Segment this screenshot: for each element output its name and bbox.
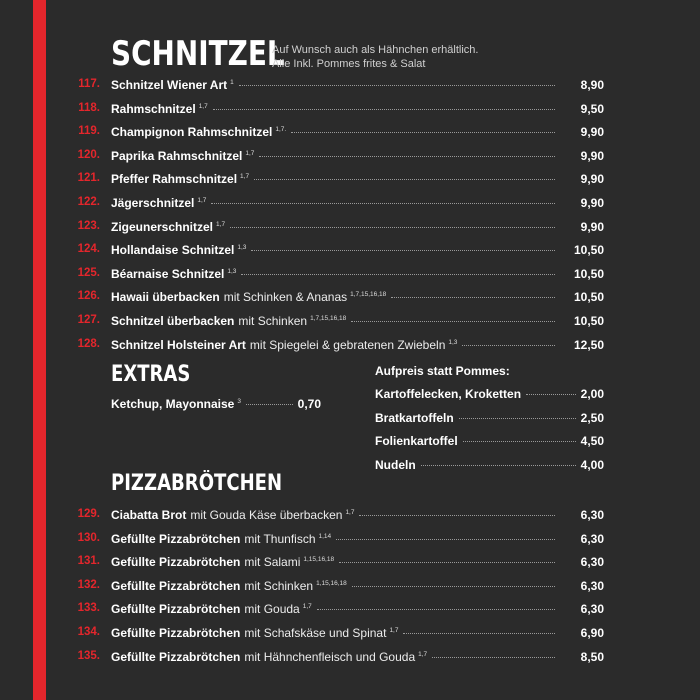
item-allergens: 1,14 (318, 532, 332, 540)
item-name: Schnitzel überbacken (111, 314, 235, 328)
menu-item-row (0, 626, 700, 644)
item-number: 124. (77, 243, 100, 256)
menu-item-row (0, 267, 700, 285)
item-description: mit Gouda (244, 602, 300, 617)
item-price: 6,30 (580, 555, 604, 570)
item-price: 6,30 (580, 531, 604, 546)
item-line (111, 602, 560, 616)
item-description: mit Gouda Käse überbacken (190, 508, 343, 522)
extras-item-allergens: 3 (237, 398, 241, 405)
item-price: 6,30 (580, 602, 604, 617)
item-allergens: 1,7 (245, 149, 255, 157)
item-line (111, 149, 560, 163)
item-name: Gefüllte Pizzabrötchen (111, 578, 241, 593)
item-allergens: 1,7 (302, 603, 312, 611)
item-name: Schnitzel Wiener Art (111, 78, 228, 92)
aufpreis-item-price: 2,00 (580, 387, 604, 401)
item-line (111, 78, 560, 92)
schnitzel-subtitle (272, 43, 478, 71)
item-line (111, 290, 560, 304)
extras-item-price: 0,70 (297, 397, 321, 411)
item-description: mit Thunfisch (244, 531, 316, 546)
menu-item-row (0, 579, 700, 597)
item-name: Hollandaise Schnitzel (111, 243, 235, 258)
item-name: Paprika Rahmschnitzel (111, 148, 243, 163)
dot-leader (463, 441, 576, 442)
menu-item-row (0, 290, 700, 308)
dot-leader (246, 404, 293, 405)
item-line (111, 650, 560, 664)
item-name: Zigeunerschnitzel (111, 219, 214, 234)
item-name: Gefüllte Pizzabrötchen (111, 649, 241, 664)
item-allergens: 1,7 (240, 173, 250, 181)
item-line (111, 267, 560, 281)
item-allergens: 1,7 (197, 197, 207, 204)
item-line (111, 626, 560, 640)
item-number: 126. (77, 290, 100, 303)
item-name: Béarnaise Schnitzel (111, 266, 225, 281)
dot-leader (432, 657, 555, 658)
menu-item-row (0, 125, 700, 143)
item-name: Rahmschnitzel (111, 101, 196, 116)
item-price: 10,50 (573, 266, 604, 281)
aufpreis-item-name: Bratkartoffeln (375, 410, 454, 425)
item-number: 120. (77, 148, 100, 161)
dot-leader (241, 274, 555, 275)
extras-item (111, 397, 321, 411)
item-line (111, 579, 560, 593)
item-price: 9,50 (580, 101, 604, 116)
item-number: 132. (77, 578, 100, 591)
item-price: 10,50 (573, 243, 604, 258)
aufpreis-item-price: 4,50 (580, 434, 604, 449)
item-allergens: 1,7 (198, 102, 208, 110)
menu-item-row (0, 78, 700, 96)
dot-leader (213, 109, 555, 110)
item-line (111, 508, 560, 522)
item-number: 135. (77, 649, 100, 662)
item-line (111, 532, 560, 546)
item-allergens: 1,7 (418, 650, 428, 658)
dot-leader (403, 633, 555, 634)
item-name: Gefüllte Pizzabrötchen (111, 555, 241, 570)
aufpreis-item (375, 458, 604, 472)
menu-item-row (0, 102, 700, 120)
item-allergens: 1,7,15,16,18 (310, 315, 347, 322)
item-description: mit Spiegelei & gebratenen Zwiebeln (249, 337, 446, 352)
item-description: mit Schafskäse und Spinat (244, 626, 387, 640)
item-description: mit Schinken & Ananas (223, 290, 348, 305)
dot-leader (462, 345, 555, 346)
item-number: 127. (77, 314, 100, 326)
menu-item-row (0, 602, 700, 620)
item-price: 9,90 (580, 125, 604, 140)
dot-leader (251, 250, 555, 251)
aufpreis-title: Aufpreis statt Pommes: (375, 364, 510, 378)
dot-leader (391, 297, 555, 298)
item-number: 129. (77, 508, 100, 520)
item-number: 122. (77, 196, 100, 208)
item-allergens: 1,7. (275, 126, 287, 134)
item-allergens: 1,7 (345, 509, 355, 516)
item-description: mit Hähnchenfleisch und Gouda (244, 649, 416, 664)
menu-item-row (0, 338, 700, 356)
item-name: Champignon Rahmschnitzel (111, 125, 273, 140)
item-number: 133. (77, 602, 100, 615)
item-number: 134. (77, 626, 100, 638)
item-line (111, 555, 560, 569)
menu-item-row (0, 650, 700, 668)
item-number: 117. (78, 78, 100, 90)
item-description: mit Schinken (238, 314, 308, 328)
item-price: 6,30 (580, 508, 604, 522)
item-price: 9,90 (580, 172, 604, 187)
item-name: Jägerschnitzel (111, 196, 195, 210)
aufpreis-item (375, 387, 604, 401)
dot-leader (230, 227, 555, 228)
item-name: Ciabatta Brot (111, 508, 187, 522)
aufpreis-item-price: 2,50 (580, 410, 604, 425)
menu-item-row (0, 196, 700, 214)
dot-leader (526, 394, 576, 395)
item-line (111, 314, 560, 328)
subtitle-line-2: Alle Inkl. Pommes frites & Salat (272, 58, 426, 70)
item-price: 8,90 (580, 78, 604, 92)
aufpreis-item-price: 4,00 (580, 457, 604, 472)
section-title-pizzabroetchen: PIZZABRÖTCHEN (111, 471, 283, 496)
aufpreis-item-name: Folienkartoffel (375, 434, 458, 449)
item-number: 123. (77, 219, 100, 232)
item-line (111, 196, 560, 210)
item-name: Gefüllte Pizzabrötchen (111, 626, 241, 640)
item-name: Gefüllte Pizzabrötchen (111, 602, 241, 617)
item-line (111, 243, 560, 257)
section-title-schnitzel: SCHNITZEL (111, 34, 285, 74)
aufpreis-item (375, 411, 604, 425)
item-line (111, 338, 560, 352)
extras-item-name: Ketchup, Mayonnaise (111, 397, 235, 411)
dot-leader (317, 609, 555, 610)
menu-item-row (0, 220, 700, 238)
item-price: 12,50 (573, 337, 604, 352)
dot-leader (211, 203, 555, 204)
menu-item-row (0, 555, 700, 573)
item-allergens: 1,3 (227, 267, 237, 275)
menu-item-row (0, 532, 700, 550)
menu-item-row (0, 314, 700, 332)
item-line (111, 220, 560, 234)
item-allergens: 1,7,15,16,18 (350, 291, 387, 299)
item-allergens: 1,7 (389, 627, 399, 634)
item-number: 119. (78, 125, 100, 138)
item-number: 130. (77, 531, 100, 544)
dot-leader (351, 321, 555, 322)
item-price: 6,90 (580, 626, 604, 640)
item-price: 10,50 (573, 290, 604, 305)
item-price: 9,90 (580, 196, 604, 210)
menu-item-row (0, 243, 700, 261)
item-number: 131. (77, 555, 100, 568)
dot-leader (359, 515, 555, 516)
menu-item-row (0, 149, 700, 167)
item-number: 125. (77, 266, 100, 279)
item-number: 118. (78, 101, 100, 114)
item-allergens: 1,3 (448, 338, 458, 346)
item-line (111, 172, 560, 186)
section-title-extras: EXTRAS (111, 362, 191, 387)
item-description: mit Salami (244, 555, 301, 570)
item-name: Gefüllte Pizzabrötchen (111, 531, 241, 546)
item-allergens: 1 (230, 79, 234, 86)
item-line (111, 125, 560, 139)
dot-leader (239, 85, 555, 86)
aufpreis-item-name: Nudeln (375, 457, 416, 472)
item-name: Pfeffer Rahmschnitzel (111, 172, 238, 187)
item-name: Hawaii überbacken (111, 290, 220, 305)
dot-leader (336, 539, 555, 540)
item-name: Schnitzel Holsteiner Art (111, 337, 246, 352)
menu-item-row (0, 508, 700, 526)
dot-leader (291, 132, 555, 133)
dot-leader (254, 179, 555, 180)
item-description: mit Schinken (244, 578, 314, 593)
item-allergens: 1,3 (237, 244, 247, 252)
dot-leader (339, 562, 555, 563)
aufpreis-item-name: Kartoffelecken, Kroketten (375, 387, 522, 401)
item-line (111, 102, 560, 116)
aufpreis-item (375, 434, 604, 448)
dot-leader (459, 418, 576, 419)
item-number: 121. (77, 172, 100, 185)
dot-leader (421, 465, 576, 466)
item-price: 9,90 (580, 219, 604, 234)
item-price: 6,30 (580, 578, 604, 593)
item-allergens: 1,15,16,18 (316, 579, 347, 587)
subtitle-line-1: Auf Wunsch auch als Hähnchen erhältlich. (272, 44, 479, 56)
menu-item-row (0, 172, 700, 190)
item-price: 9,90 (580, 148, 604, 163)
item-price: 10,50 (573, 314, 604, 328)
dot-leader (259, 156, 555, 157)
item-allergens: 1,15,16,18 (303, 556, 335, 564)
dot-leader (352, 586, 555, 587)
item-price: 8,50 (580, 649, 604, 664)
item-number: 128. (77, 337, 100, 350)
item-allergens: 1,7 (216, 220, 226, 228)
